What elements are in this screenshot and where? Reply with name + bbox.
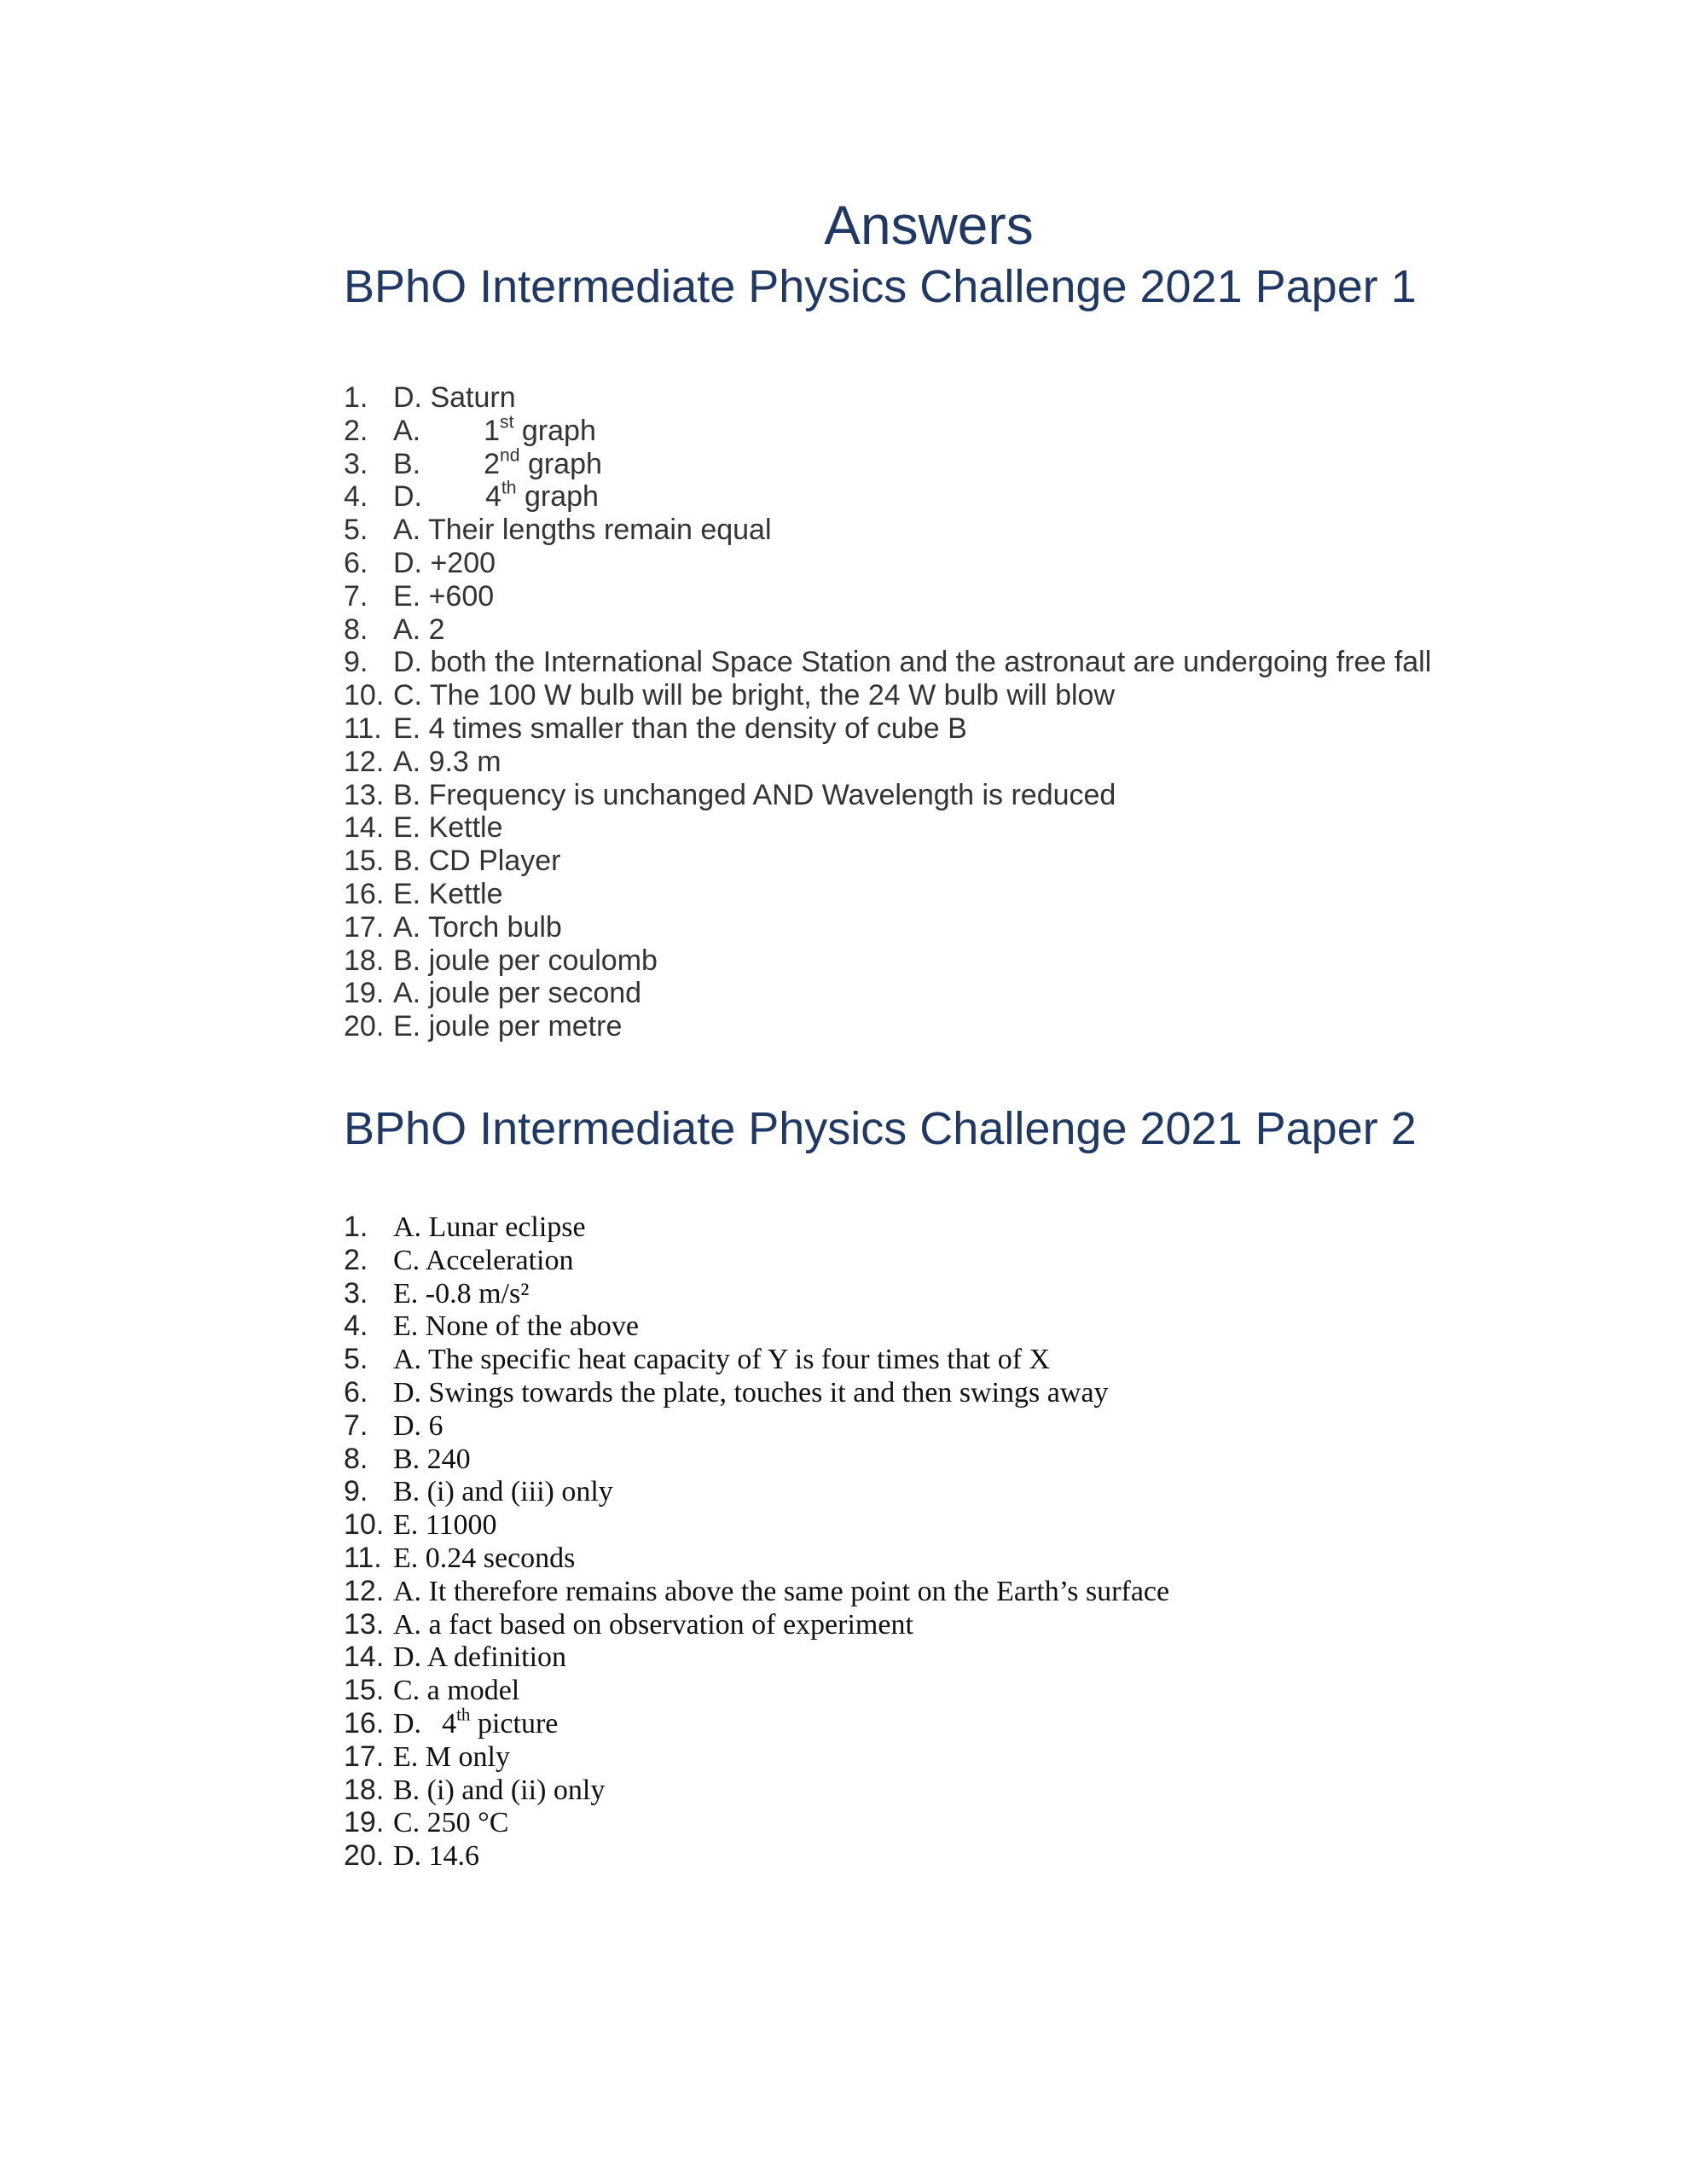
paper-1-answer-list — [344, 381, 1431, 1043]
answer-item — [344, 1740, 1169, 1774]
answer-text: D. 14.6 — [393, 1840, 480, 1873]
answer-number: 2. — [344, 414, 368, 447]
answer-number: 11. — [344, 712, 382, 745]
answer-tail: graph — [519, 447, 602, 480]
answer-item — [344, 878, 1431, 911]
answer-item — [344, 1806, 1169, 1839]
answer-item — [344, 381, 1431, 415]
answer-item — [344, 1475, 1169, 1508]
answer-number: 15. — [344, 1674, 385, 1707]
answer-item — [344, 845, 1431, 878]
answer-text: E. None of the above — [393, 1310, 639, 1343]
answer-number: 13. — [344, 778, 385, 811]
answer-number: 17. — [344, 1740, 385, 1773]
paper-1-heading: BPhO Intermediate Physics Challenge 2021 Paper 1 — [344, 261, 1417, 312]
answer-number: 10. — [344, 679, 385, 712]
answer-item — [344, 514, 1431, 547]
answer-text: E. -0.8 m/s² — [393, 1277, 530, 1310]
answer-letter: D. — [393, 480, 422, 514]
answer-item — [344, 1443, 1169, 1476]
answer-letter: A. — [393, 414, 421, 447]
answer-number: 5. — [344, 1343, 368, 1376]
answer-item — [344, 1409, 1169, 1443]
answer-ordinal: 2 — [484, 447, 501, 480]
answer-number: 17. — [344, 910, 385, 944]
ordinal-suffix: nd — [500, 444, 520, 465]
answer-text: E. Kettle — [393, 877, 503, 910]
answer-text: A. The specific heat capacity of Y is four times that of X — [393, 1344, 1051, 1376]
answer-item — [344, 1704, 1169, 1740]
answer-item — [344, 1839, 1169, 1873]
answer-text: A. 2 — [393, 613, 445, 646]
answer-letter: D. — [393, 1707, 422, 1740]
answer-text: E. +600 — [393, 579, 495, 613]
answer-text: E. Kettle — [393, 811, 503, 845]
answer-item — [344, 646, 1431, 679]
answer-tail: graph — [516, 480, 599, 514]
answer-text: E. 0.24 seconds — [393, 1542, 576, 1574]
answer-item — [344, 1508, 1169, 1542]
ordinal-suffix: th — [456, 1704, 471, 1725]
answer-item — [344, 1575, 1169, 1608]
answer-number: 4. — [344, 480, 368, 514]
answer-number: 9. — [344, 646, 368, 679]
answer-number: 3. — [344, 447, 368, 480]
answer-number: 4. — [344, 1310, 368, 1343]
answer-number: 13. — [344, 1607, 385, 1641]
answer-number: 19. — [344, 977, 385, 1010]
answer-number: 6. — [344, 1375, 368, 1409]
answer-text: E. 11000 — [393, 1509, 497, 1542]
answer-item — [344, 1343, 1169, 1376]
answer-item — [344, 1376, 1169, 1409]
answer-tail: graph — [513, 414, 596, 447]
answer-number: 16. — [344, 877, 385, 910]
answer-number: 20. — [344, 1839, 385, 1873]
paper-2-heading: BPhO Intermediate Physics Challenge 2021 Paper 2 — [344, 1103, 1417, 1154]
answer-text: D. +200 — [393, 546, 496, 579]
answer-text: B. Frequency is unchanged AND Wavelength is reduced — [393, 778, 1116, 811]
answer-item — [344, 1674, 1169, 1707]
answer-text: A. It therefore remains above the same point on the Earth’s surface — [393, 1575, 1170, 1607]
answer-text: D. Swings towards the plate, touches it and then swings away — [393, 1376, 1109, 1409]
answer-number: 8. — [344, 613, 368, 646]
answer-item — [344, 1010, 1431, 1043]
answer-number: 16. — [344, 1706, 385, 1740]
answer-text: A. joule per second — [393, 977, 642, 1010]
paper-2-answer-list — [344, 1211, 1169, 1873]
answer-number: 1. — [344, 381, 368, 414]
answer-text: B. joule per coulomb — [393, 944, 658, 977]
answer-number: 20. — [344, 1010, 385, 1043]
answer-text: A. a fact based on observation of experiment — [393, 1608, 913, 1641]
answer-number: 18. — [344, 944, 385, 977]
answer-number: 1. — [344, 1211, 368, 1243]
answer-item — [344, 1277, 1169, 1310]
answer-item — [344, 712, 1431, 746]
page-title: Answers — [824, 195, 1034, 256]
answer-text: B. (i) and (iii) only — [393, 1476, 613, 1508]
answer-text: C. a model — [393, 1675, 520, 1707]
answer-number: 7. — [344, 1409, 368, 1442]
answer-text: B. CD Player — [393, 845, 561, 878]
answer-text: A. Lunar eclipse — [393, 1211, 586, 1243]
answer-number: 14. — [344, 811, 385, 845]
answer-text: D. Saturn — [393, 381, 516, 414]
answer-text: C. Acceleration — [393, 1244, 574, 1276]
answer-ordinal: 1 — [484, 414, 501, 447]
answer-item — [344, 1310, 1169, 1343]
answer-number: 5. — [344, 514, 368, 547]
answer-item — [344, 444, 1431, 481]
answer-text: A. 9.3 m — [393, 745, 501, 778]
answer-item — [344, 1608, 1169, 1641]
answer-item — [344, 746, 1431, 779]
answer-text: C. The 100 W bulb will be bright, the 24 W bulb will blow — [393, 679, 1115, 712]
answer-item — [344, 1774, 1169, 1807]
answer-number: 10. — [344, 1508, 385, 1542]
answer-text: A. Their lengths remain equal — [393, 514, 772, 547]
answer-number: 11. — [344, 1541, 382, 1574]
answer-number: 7. — [344, 579, 368, 613]
answer-ordinal: 4 — [485, 480, 501, 514]
answer-number: 8. — [344, 1442, 368, 1475]
answer-item — [344, 679, 1431, 712]
answer-item — [344, 1244, 1169, 1277]
answer-number: 9. — [344, 1475, 368, 1508]
answer-text: A. Torch bulb — [393, 910, 562, 944]
answer-text: D. 6 — [393, 1409, 443, 1442]
answer-letter: B. — [393, 447, 421, 480]
answer-number: 18. — [344, 1773, 385, 1806]
answer-item — [344, 977, 1431, 1010]
answer-number: 2. — [344, 1243, 368, 1276]
answer-item — [344, 580, 1431, 613]
answer-number: 19. — [344, 1806, 385, 1839]
answer-text: D. both the International Space Station and the astronaut are undergoing free fall — [393, 646, 1432, 679]
answer-item — [344, 547, 1431, 580]
answer-tail: picture — [470, 1707, 559, 1740]
answer-item — [344, 1542, 1169, 1575]
answer-text: E. joule per metre — [393, 1010, 623, 1043]
answer-number: 14. — [344, 1641, 385, 1674]
ordinal-suffix: th — [501, 478, 517, 498]
answer-text: E. 4 times smaller than the density of cube B — [393, 712, 967, 745]
answer-item — [344, 911, 1431, 944]
answer-text: B. (i) and (ii) only — [393, 1774, 606, 1806]
answer-item — [344, 779, 1431, 812]
answer-number: 12. — [344, 745, 385, 778]
answer-ordinal: 4 — [442, 1707, 457, 1740]
answer-item — [344, 613, 1431, 647]
answer-item — [344, 944, 1431, 978]
answer-text: B. 240 — [393, 1443, 471, 1475]
answer-item — [344, 1641, 1169, 1674]
answer-item — [344, 412, 1431, 448]
answer-item — [344, 811, 1431, 845]
answer-text: D. A definition — [393, 1641, 567, 1674]
answer-number: 6. — [344, 546, 368, 579]
ordinal-suffix: st — [500, 412, 514, 433]
answer-item — [344, 480, 1431, 514]
answer-item — [344, 1211, 1169, 1244]
answer-number: 3. — [344, 1276, 368, 1310]
answer-number: 12. — [344, 1574, 385, 1607]
answer-number: 15. — [344, 845, 385, 878]
answer-text: C. 250 °C — [393, 1807, 509, 1839]
answer-text: E. M only — [393, 1740, 510, 1773]
